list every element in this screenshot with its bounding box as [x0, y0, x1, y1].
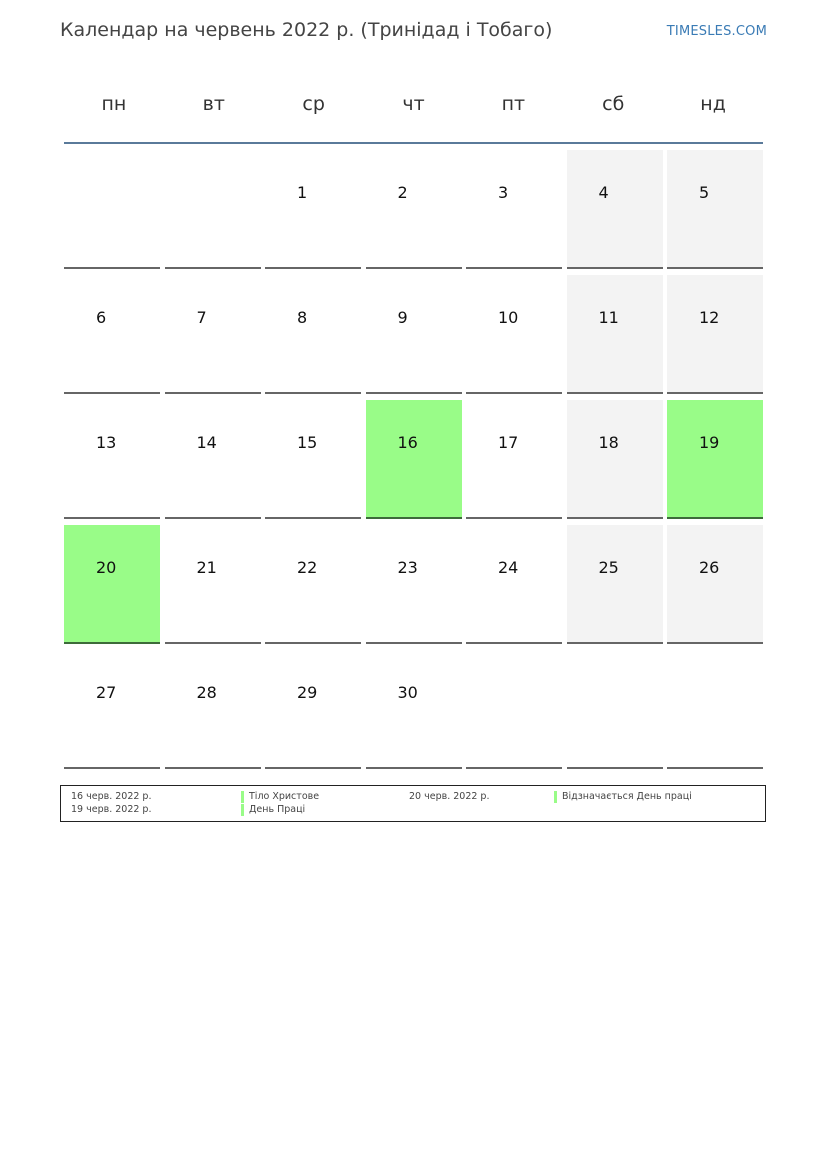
day-cell-4[interactable] — [567, 150, 663, 269]
day-cell-22[interactable] — [265, 525, 361, 644]
day-cell-1[interactable] — [265, 150, 361, 269]
legend-date: 19 черв. 2022 р. — [71, 804, 152, 815]
day-cell-15[interactable] — [265, 400, 361, 519]
site-link[interactable]: TIMESLES.COM — [666, 24, 767, 39]
day-cell-7[interactable] — [165, 275, 261, 394]
weekday-fri: пт — [501, 93, 526, 115]
weekday-sat: сб — [602, 93, 625, 115]
day-number: 1 — [297, 183, 308, 202]
day-cell-2[interactable] — [366, 150, 462, 269]
day-cell-26[interactable] — [667, 525, 763, 644]
legend-date: 20 черв. 2022 р. — [409, 791, 490, 802]
day-number: 12 — [699, 308, 720, 327]
weekday-thu: чт — [402, 93, 425, 115]
day-cell-3[interactable] — [466, 150, 562, 269]
day-number: 27 — [96, 683, 117, 702]
day-cell-5[interactable] — [667, 150, 763, 269]
day-cell-19[interactable] — [667, 400, 763, 519]
weekday-tue: вт — [202, 93, 225, 115]
day-number: 13 — [96, 433, 117, 452]
day-cell-16[interactable] — [366, 400, 462, 519]
day-cell-10[interactable] — [466, 275, 562, 394]
day-number: 20 — [96, 558, 117, 577]
day-number: 10 — [498, 308, 519, 327]
day-number: 7 — [196, 308, 207, 327]
day-number: 4 — [598, 183, 609, 202]
day-number: 11 — [598, 308, 619, 327]
empty-day-cell — [64, 150, 160, 269]
day-number: 5 — [699, 183, 710, 202]
holiday-legend — [60, 785, 766, 822]
day-cell-30[interactable] — [366, 650, 462, 769]
day-number: 6 — [96, 308, 107, 327]
day-cell-24[interactable] — [466, 525, 562, 644]
day-number: 18 — [598, 433, 619, 452]
day-number: 14 — [196, 433, 217, 452]
day-cell-13[interactable] — [64, 400, 160, 519]
day-number: 3 — [498, 183, 509, 202]
day-number: 8 — [297, 308, 308, 327]
day-number: 25 — [598, 558, 619, 577]
day-number: 23 — [397, 558, 418, 577]
day-cell-9[interactable] — [366, 275, 462, 394]
calendar-grid — [64, 150, 763, 769]
weekday-header — [64, 80, 763, 142]
day-number: 24 — [498, 558, 519, 577]
empty-day-cell — [667, 650, 763, 769]
legend-holiday-name: Тіло Христове — [241, 791, 319, 803]
empty-day-cell — [165, 150, 261, 269]
day-cell-12[interactable] — [667, 275, 763, 394]
day-number: 21 — [196, 558, 217, 577]
weekday-mon: пн — [101, 93, 127, 115]
day-number: 22 — [297, 558, 318, 577]
day-number: 26 — [699, 558, 720, 577]
legend-holiday-name: Відзначається День праці — [554, 791, 692, 803]
day-number: 28 — [196, 683, 217, 702]
day-cell-21[interactable] — [165, 525, 261, 644]
day-cell-23[interactable] — [366, 525, 462, 644]
page-title: Календар на червень 2022 р. (Тринідад і Тобаго) — [60, 19, 553, 41]
weekday-sun: нд — [700, 93, 726, 115]
legend-holiday-name: День Праці — [241, 804, 305, 816]
day-cell-29[interactable] — [265, 650, 361, 769]
day-cell-17[interactable] — [466, 400, 562, 519]
day-number: 2 — [397, 183, 408, 202]
day-cell-6[interactable] — [64, 275, 160, 394]
day-cell-27[interactable] — [64, 650, 160, 769]
day-cell-20[interactable] — [64, 525, 160, 644]
empty-day-cell — [567, 650, 663, 769]
header-divider — [64, 142, 763, 144]
day-number: 30 — [397, 683, 418, 702]
day-cell-28[interactable] — [165, 650, 261, 769]
day-cell-11[interactable] — [567, 275, 663, 394]
empty-day-cell — [466, 650, 562, 769]
day-cell-14[interactable] — [165, 400, 261, 519]
day-number: 19 — [699, 433, 720, 452]
legend-date: 16 черв. 2022 р. — [71, 791, 152, 802]
day-number: 15 — [297, 433, 318, 452]
day-cell-18[interactable] — [567, 400, 663, 519]
day-cell-8[interactable] — [265, 275, 361, 394]
weekday-wed: ср — [302, 93, 325, 115]
day-number: 29 — [297, 683, 318, 702]
day-cell-25[interactable] — [567, 525, 663, 644]
day-number: 16 — [397, 433, 418, 452]
day-number: 9 — [397, 308, 408, 327]
day-number: 17 — [498, 433, 519, 452]
